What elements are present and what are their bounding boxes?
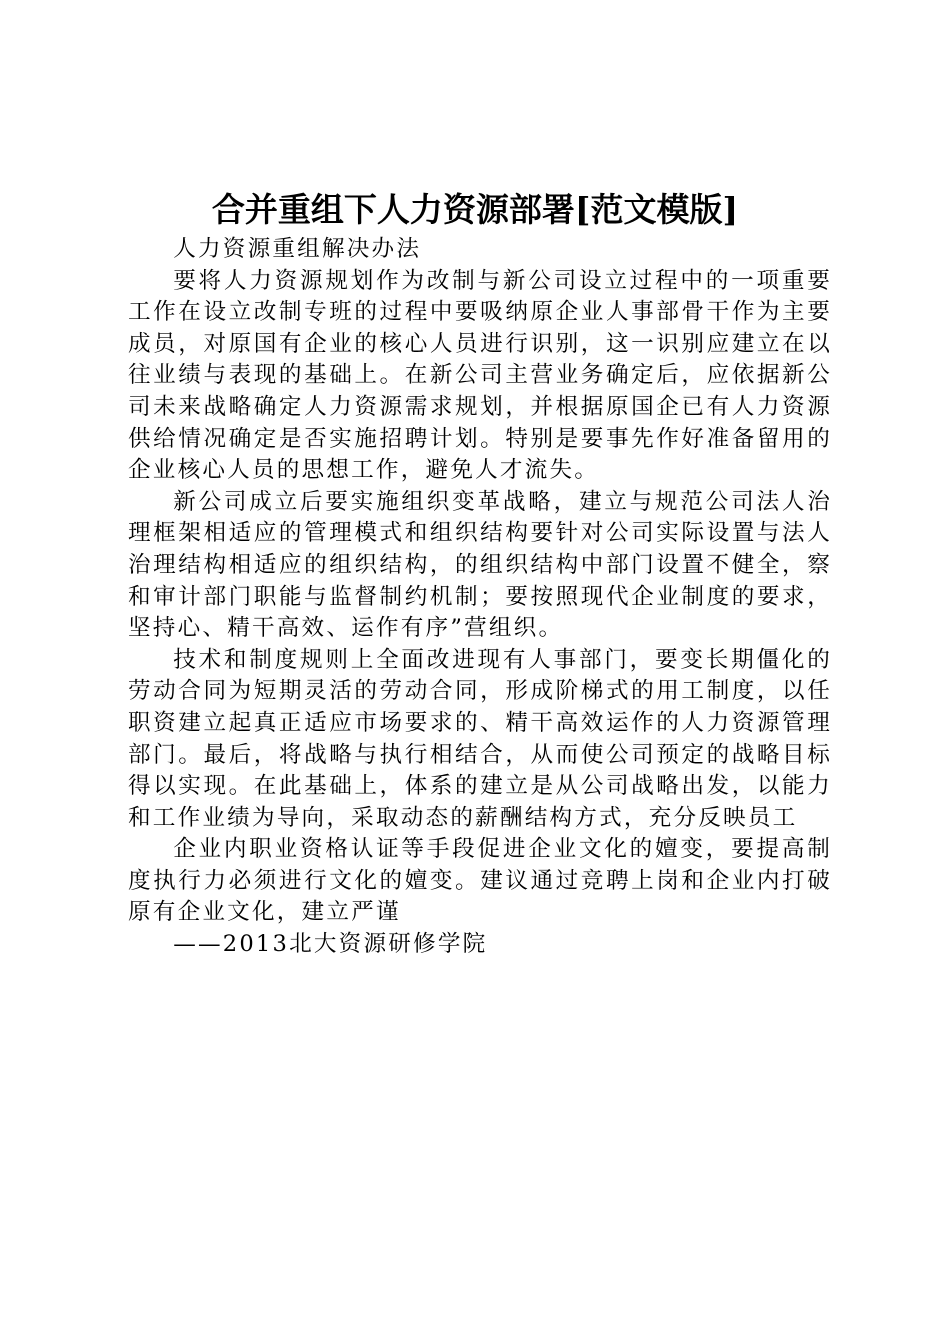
body-paragraph: 企业内职业资格认证等手段促进企业文化的嬗变，要提高制度执行力必须进行文化的嬗变。建议通过竞聘上岗和企业内打破原有企业文化，建立严谨 (128, 836, 832, 926)
subheading-paragraph: 人力资源重组解决办法 (173, 236, 422, 262)
document-title: 合并重组下人力资源部署[范文模版] (211, 190, 739, 229)
document-body (128, 234, 832, 961)
body-paragraph: 要将人力资源规划作为改制与新公司设立过程中的一项重要工作在设立改制专班的过程中要吸纳原企业人事部骨干作为主要成员，对原国有企业的核心人员进行识别，这一识别应建立在以往业绩与表现的基础上。在新公司主营业务确定后，应依据新公司未来战略确定人力资源需求规划，并根据原国企已有人力资源供给情况确定是否实施招聘计划。特别是要事先作好准备留用的企业核心人员的思想工作，避免人才流失。 (128, 267, 832, 484)
source-attribution: ——2013北大资源研修学院 (173, 931, 488, 958)
body-paragraph: 新公司成立后要实施组织变革战略，建立与规范公司法人治理框架相适应的管理模式和组织结构要针对公司实际设置与法人治理结构相适应的组织结构，的组织结构中部门设置不健全，察和审计部门职能与监督制约机制；要按照现代企业制度的要求，坚持心、精干高效、运作有序”营组织。 (128, 488, 832, 642)
body-paragraph: 技术和制度规则上全面改进现有人事部门，要变长期僵化的劳动合同为短期灵活的劳动合同，形成阶梯式的用工制度，以任职资建立起真正适应市场要求的、精干高效运作的人力资源管理部门。最后，将战略与执行相结合，从而使公司预定的战略目标得以实现。在此基础上，体系的建立是从公司战略出发，以能力和工作业绩为导向，采取动态的薪酬结构方式，充分反映员工 (128, 646, 832, 831)
